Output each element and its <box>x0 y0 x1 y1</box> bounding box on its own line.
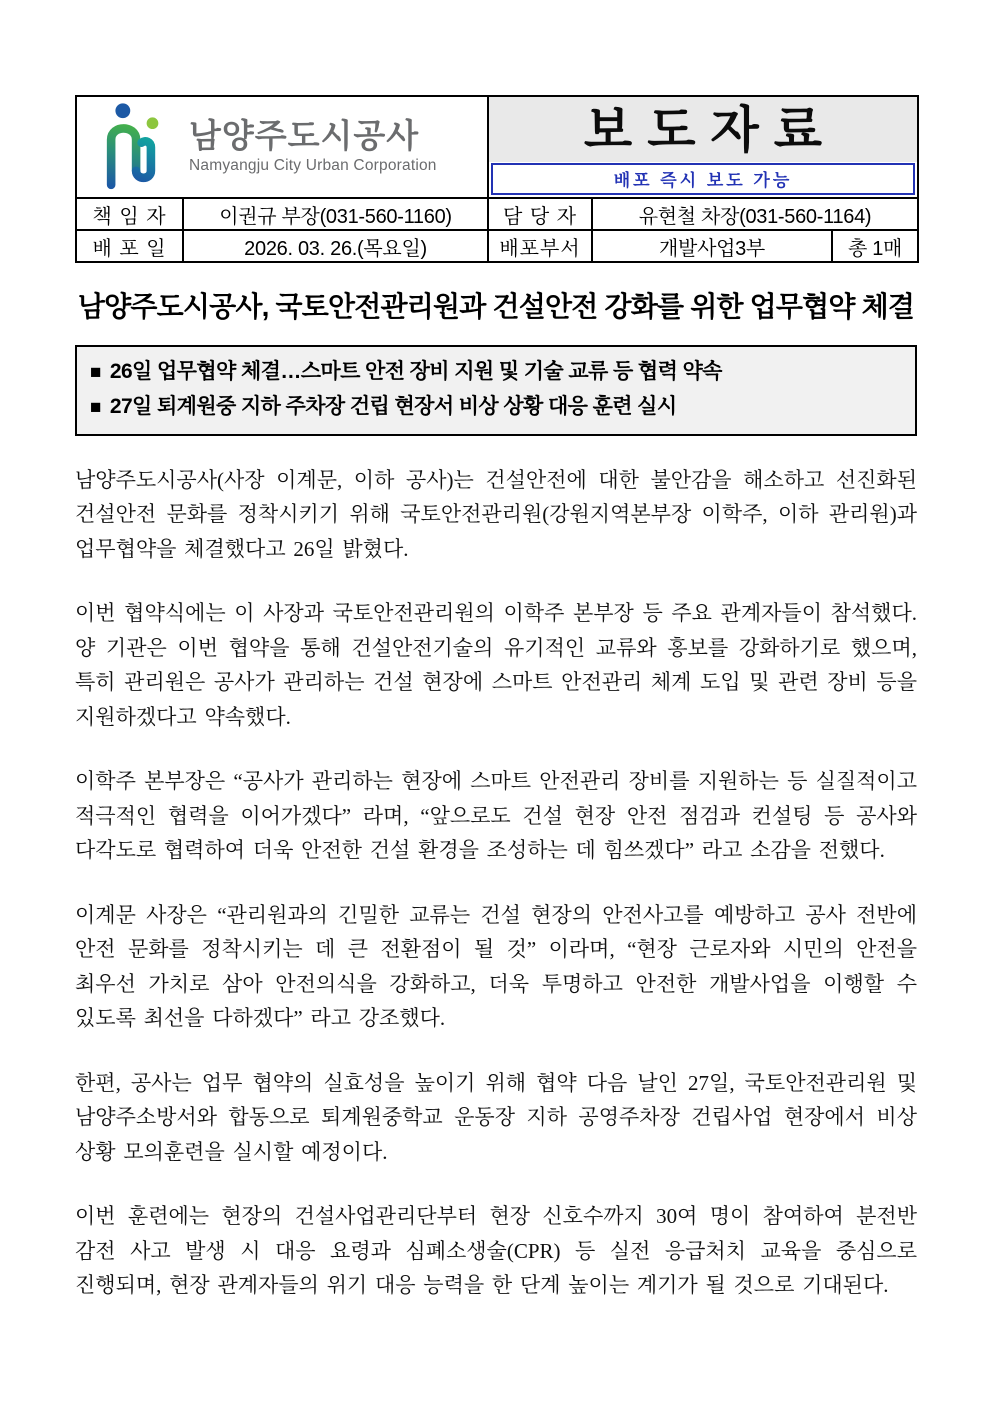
square-bullet-icon: ■ <box>90 361 101 383</box>
embargo-notice: 배포 즉시 보도 가능 <box>491 163 915 195</box>
value-department: 개발사업3부 <box>592 230 832 262</box>
summary-bullet-2 <box>90 390 902 425</box>
org-name-english: Namyangju City Urban Corporation <box>189 156 437 174</box>
article-body <box>75 463 917 1303</box>
summary-bullet-box <box>75 345 917 436</box>
body-paragraph-3: 이학주 본부장은 “공사가 관리하는 현장에 스마트 안전관리 장비를 지원하는 등 실질적이고 적극적인 협력을 이어가겠다” 라며, “앞으로도 건설 현장 안전 점검과 컨설팅 등 공사와 다각도로 협력하여 더욱 안전한 건설 환경을 조성하는 데 힘쓰겠다” 라고 소감을 전했다. <box>75 769 917 863</box>
press-release-banner-cell <box>488 96 918 198</box>
value-page-count: 총 1매 <box>832 230 918 262</box>
logo-head-blue <box>115 103 130 118</box>
press-release-page <box>75 0 917 1303</box>
label-department: 배포부서 <box>488 230 592 262</box>
org-logo-text <box>189 119 437 175</box>
value-contact: 유현철 차장(031-560-1164) <box>592 198 918 230</box>
label-responsible: 책 임 자 <box>76 198 183 230</box>
label-release-date: 배 포 일 <box>76 230 183 262</box>
org-logo <box>77 102 487 192</box>
summary-bullet-1 <box>90 355 902 390</box>
body-paragraph-5: 한편, 공사는 업무 협약의 실효성을 높이기 위해 협약 다음 날인 27일, 국토안전관리원 및 남양주소방서와 합동으로 퇴계원중학교 운동장 지하 공영주차장 건립사업 현장에서 비상 상황 모의훈련을 실시할 예정이다. <box>75 1070 917 1164</box>
logo-head-green <box>147 117 159 129</box>
summary-bullet-1-text: 26일 업무협약 체결…스마트 안전 장비 지원 및 기술 교류 등 협력 약속 <box>109 359 722 383</box>
value-release-date: 2026. 03. 26.(목요일) <box>183 230 488 262</box>
logo-cell <box>76 96 488 198</box>
label-contact: 담 당 자 <box>488 198 592 230</box>
contact-row <box>76 198 918 230</box>
body-paragraph-6: 이번 훈련에는 현장의 건설사업관리단부터 현장 신호수까지 30여 명이 참여하여 분전반 감전 사고 발생 시 대응 요령과 심폐소생술(CPR) 등 실전 응급처치 교육을 중심으로 진행되며, 현장 관계자들의 위기 대응 능력을 한 단계 높이는 계기가 될 것으로 기대된다. <box>75 1204 917 1298</box>
org-logo-icon <box>101 102 179 192</box>
article-headline: 남양주도시공사, 국토안전관리원과 건설안전 강화를 위한 업무협약 체결 <box>77 291 915 322</box>
summary-bullet-2-text: 27일 퇴계원중 지하 주차장 건립 현장서 비상 상황 대응 훈련 실시 <box>109 394 677 418</box>
square-bullet-icon: ■ <box>90 396 101 418</box>
press-release-title: 보도자료 <box>489 97 917 162</box>
body-paragraph-2: 이번 협약식에는 이 사장과 국토안전관리원의 이학주 본부장 등 주요 관계자들이 참석했다. 양 기관은 이번 협약을 통해 건설안전기술의 유기적인 교류와 홍보를 강화하기로 했으며, 특히 관리원은 공사가 관리하는 건설 현장에 스마트 안전관리 체계 도입 및 관련 장비 등을 지원하겠다고 약속했다. <box>75 601 917 729</box>
distribution-row <box>76 230 918 262</box>
masthead-table <box>75 95 919 263</box>
body-paragraph-4: 이계문 사장은 “관리원과의 긴밀한 교류는 건설 현장의 안전사고를 예방하고 공사 전반에 안전 문화를 정착시키는 데 큰 전환점이 될 것” 이라며, “현장 근로자와 시민의 안전을 최우선 가치로 삼아 안전의식을 강화하고, 더욱 투명하고 안전한 개발사업을 이행할 수 있도록 최선을 다하겠다” 라고 강조했다. <box>75 902 917 1031</box>
body-paragraph-1: 남양주도시공사(사장 이계문, 이하 공사)는 건설안전에 대한 불안감을 해소하고 선진화된 건설안전 문화를 정착시키기 위해 국토안전관리원(강원지역본부장 이학주, 이하 관리원)과 업무협약을 체결했다고 26일 밝혔다. <box>75 467 917 561</box>
org-name: 남양주도시공사 <box>189 117 420 155</box>
value-responsible: 이권규 부장(031-560-1160) <box>183 198 488 230</box>
